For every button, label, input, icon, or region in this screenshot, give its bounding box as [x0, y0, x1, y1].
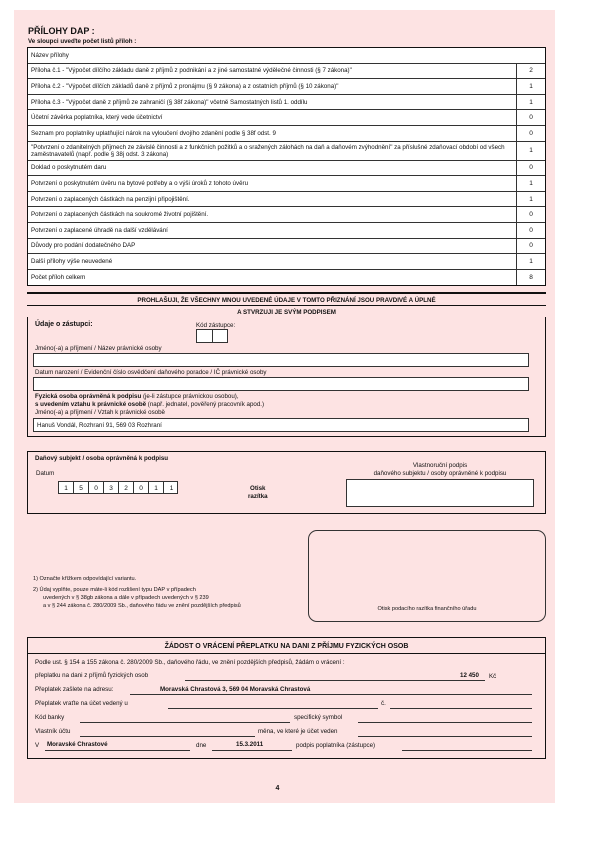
- attachment-count[interactable]: 1: [529, 195, 533, 203]
- attachment-count[interactable]: 1: [529, 257, 533, 265]
- address-label: Přeplatek zašlete na adresu:: [35, 686, 114, 693]
- date-digit: 1: [59, 482, 74, 494]
- attachment-count[interactable]: 0: [529, 164, 533, 172]
- representative-person-label: Fyzická osoba oprávněná k podpisu (je-li zástupce právnickou osobou),: [35, 393, 239, 400]
- representative-relation-field[interactable]: [33, 418, 529, 432]
- attachment-label: Příloha č.3 - "Výpočet daně z příjmů ze zahraničí (§ 38f zákona)" včetně Samostatných listů 1. oddílu: [28, 95, 517, 110]
- attachment-row: [28, 239, 545, 255]
- date-digit: 1: [169, 484, 174, 492]
- representative-relation-note: s uvedením vztahu k právnické osobě (např. jednatel, pověřený pracovník apod.): [35, 401, 265, 408]
- overpay-value: 12 450: [460, 672, 479, 679]
- bank-code-field[interactable]: [80, 722, 290, 723]
- signature-title: Daňový subjekt / osoba oprávněná k podpisu: [35, 455, 169, 462]
- section-divider: [27, 292, 546, 294]
- refund-date-field[interactable]: [212, 750, 292, 751]
- signature-label-1: Vlastnoruční podpis: [412, 462, 468, 469]
- stamp-label-1: Otisk: [250, 485, 266, 492]
- attachment-count[interactable]: 1: [529, 98, 533, 106]
- attachments-header-row: [28, 48, 545, 64]
- attachment-count[interactable]: 0: [529, 211, 533, 219]
- attachment-count[interactable]: 2: [529, 67, 533, 75]
- attachment-row: [28, 207, 545, 223]
- refund-date-value: 15.3.2011: [236, 741, 264, 748]
- date-digit: 3: [104, 482, 119, 494]
- attachment-row: [28, 254, 545, 270]
- attachment-count[interactable]: 1: [529, 147, 533, 155]
- stamp-label-2: razítka: [248, 493, 268, 500]
- attachment-row: [28, 126, 545, 142]
- refund-title: ŽÁDOST O VRÁCENÍ PŘEPLATKU NA DANI Z PŘÍJMU FYZICKÝCH OSOB: [164, 643, 409, 650]
- refund-intro: Podle ust. § 154 a 155 zákona č. 280/2009 Sb., daňového řádu, ve znění pozdějších předpisů, žádám o vrácení :: [35, 659, 345, 666]
- attachment-label: Potvrzení o zaplacených částkách na soukromé životní pojištění.: [28, 207, 517, 222]
- overpay-label: přeplatku na dani z příjmů fyzických osob: [35, 672, 149, 679]
- representative-name-field[interactable]: [33, 353, 529, 367]
- representative-relation-value: Hanuš Vondál, Rozhraní 91, 569 03 Rozhraní: [37, 422, 162, 429]
- date-prefix: dne: [196, 742, 207, 749]
- representative-relation-label: Jméno(-a) a příjmení / Vztah k právnické osobě: [35, 409, 165, 416]
- attachment-row: [28, 223, 545, 239]
- address-field[interactable]: [130, 694, 532, 695]
- attachment-count[interactable]: 0: [529, 114, 533, 122]
- signature-date-label: Datum: [36, 470, 55, 477]
- bank-code-label: Kód banky: [35, 714, 65, 721]
- specific-symbol-label: specifický symbol: [294, 714, 343, 721]
- specific-symbol-field[interactable]: [358, 722, 532, 723]
- attachment-count[interactable]: 0: [529, 129, 533, 137]
- attachment-label: Potvrzení o zaplacené úhradě na další vzdělávání: [28, 223, 517, 238]
- signature-date-field[interactable]: [58, 481, 178, 494]
- date-digit: 0: [134, 482, 149, 494]
- account-number-label: č.: [381, 700, 386, 707]
- attachment-label: Seznam pro poplatníky uplatňující nárok na vyloučení dvojího zdanění podle § 38f odst. 9: [28, 126, 517, 141]
- representative-birth-label: Datum narození / Evidenční číslo osvědčení daňového poradce / IČ právnické osoby: [35, 369, 267, 376]
- note-1: 1) Označte křížkem odpovídající variantu.: [33, 576, 137, 582]
- overpay-currency: Kč: [489, 673, 497, 680]
- account-currency-label: měna, ve které je účet veden: [258, 728, 338, 735]
- refund-signature-label: podpis poplatníka (zástupce): [296, 742, 376, 749]
- date-digit: 1: [149, 482, 164, 494]
- representative-title: Údaje o zástupci:: [35, 321, 93, 328]
- date-digit: 2: [119, 482, 134, 494]
- attachments-title: PŘÍLOHY DAP :: [28, 26, 95, 36]
- attachments-subtitle: Ve sloupci uveďte počet listů příloh :: [28, 38, 137, 45]
- note-2c: a v § 244 zákona č. 280/2009 Sb., daňového řádu ve znění pozdějších předpisů: [43, 603, 241, 609]
- overpay-field[interactable]: [185, 680, 485, 681]
- attachment-label: Doklad o poskytnutém daru: [28, 161, 517, 176]
- attachment-label: Počet příloh celkem: [28, 270, 517, 286]
- attachment-count[interactable]: 0: [529, 226, 533, 234]
- account-bank-field[interactable]: [168, 708, 378, 709]
- attachment-row: [28, 176, 545, 192]
- owner-field[interactable]: [80, 736, 255, 737]
- declaration-line-2: A STVRZUJI JE SVÝM PODPISEM: [237, 309, 336, 316]
- office-stamp-label: Otisk podacího razítka finančního úřadu: [377, 606, 477, 612]
- attachment-label: Další přílohy výše neuvedené: [28, 254, 517, 269]
- owner-label: Vlastník účtu: [35, 728, 71, 735]
- attachment-row: [28, 79, 545, 95]
- date-digit: 0: [89, 482, 104, 494]
- representative-birth-field[interactable]: [33, 377, 529, 391]
- date-digit: 5: [74, 482, 89, 494]
- attachment-count[interactable]: 1: [529, 82, 533, 90]
- attachments-table: [27, 47, 546, 286]
- representative-name-label: Jméno(-a) a příjmení / Název právnické osoby: [35, 345, 162, 352]
- place-value: Moravské Chrastové: [47, 741, 108, 748]
- refund-rule: [27, 653, 546, 654]
- address-value: Moravská Chrastová 3, 569 04 Moravská Chrastová: [160, 686, 311, 693]
- page-number: 4: [275, 785, 280, 792]
- attachment-label: Potvrzení o zaplacených částkách na penzijní připojištění.: [28, 192, 517, 207]
- place-prefix: V: [35, 742, 40, 749]
- attachment-label: Důvody pro podání dodatečného DAP: [28, 239, 517, 254]
- refund-signature-field[interactable]: [402, 750, 532, 751]
- note-2b: uvedených v § 38gb zákona a dále v případech uvedených v § 239: [43, 595, 209, 601]
- account-label: Přeplatek vraťte na účet vedený u: [35, 700, 128, 707]
- attachment-label: Potvrzení o poskytnutém úvěru na bytové potřeby a o výši úroků z tohoto úvěru: [28, 176, 517, 191]
- attachment-label: Účetní závěrka poplatníka, který vede účetnictví: [28, 110, 517, 125]
- attachment-count[interactable]: 1: [529, 179, 533, 187]
- attachment-count[interactable]: 0: [529, 242, 533, 250]
- attachment-row: [28, 161, 545, 177]
- note-2a: 2) Údaj vyplňte, pouze máte-li kód rozlišení typu DAP v případech: [33, 587, 196, 593]
- representative-code-label: Kód zástupce:: [196, 322, 236, 329]
- attachment-label: "Potvrzení o zdanitelných příjmech ze závislé činnosti a z funkčních požitků a o sražených zálohách na daň a daňovém zvýhodnění" za příslušné zdaňovací období od všech zaměstnavatelů (např. podle § 38j odst. 3 zákona): [28, 142, 517, 160]
- representative-code-field[interactable]: [196, 329, 228, 343]
- attachment-row: [28, 270, 545, 286]
- attachment-label: Příloha č.1 - "Výpočet dílčího základu daně z příjmů z podnikání a z jiné samostatné výdělečné činnosti (§ 7 zákona)": [28, 64, 517, 79]
- signature-label-2: daňového subjektu / osoby oprávněné k podpisu: [373, 470, 507, 477]
- attachment-row: [28, 110, 545, 126]
- attachment-row: [28, 64, 545, 80]
- declaration-line-1: PROHLAŠUJI, ŽE VŠECHNY MNOU UVEDENÉ ÚDAJE V TOMTO PŘIZNÁNÍ JSOU PRAVDIVÉ A ÚPLNÉ: [137, 297, 436, 304]
- attachments-header: Název přílohy: [31, 51, 69, 59]
- attachment-row: [28, 142, 545, 161]
- attachment-row: [28, 95, 545, 111]
- account-number-field[interactable]: [390, 708, 532, 709]
- declaration-rule: [27, 305, 546, 306]
- attachment-count[interactable]: 8: [529, 274, 533, 282]
- attachment-row: [28, 192, 545, 208]
- account-currency-field[interactable]: [358, 736, 532, 737]
- signature-field[interactable]: [346, 479, 534, 507]
- attachment-label: Příloha č.2 - "Výpočet dílčích základů daně z příjmů z pronájmu (§ 9 zákona) a z ostatních příjmů (§ 10 zákona)": [28, 79, 517, 94]
- place-field[interactable]: [45, 750, 190, 751]
